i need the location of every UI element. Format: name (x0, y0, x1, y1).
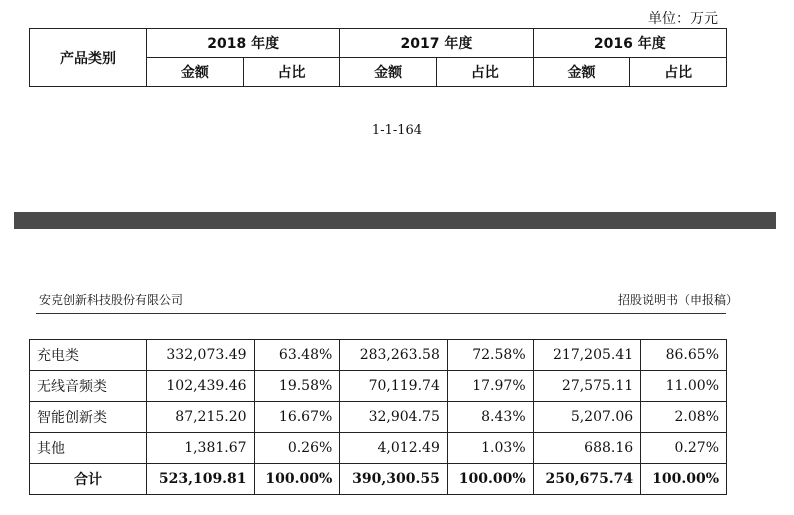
ratio-cell: 0.26% (254, 433, 340, 464)
year-header-2016: 2016 年度 (533, 29, 726, 58)
table-row (30, 433, 727, 464)
amount-cell: 70,119.74 (340, 371, 448, 402)
ratio-cell: 8.43% (447, 402, 533, 433)
table-row (30, 371, 727, 402)
ratio-cell: 86.65% (641, 340, 727, 371)
table-header (29, 28, 727, 87)
category-cell: 其他 (30, 433, 147, 464)
document-title: 招股说明书（申报稿） (617, 293, 738, 307)
amount-header: 金额 (340, 58, 437, 87)
company-name: 安克创新科技股份有限公司 (39, 293, 184, 307)
ratio-header: 占比 (630, 58, 727, 87)
ratio-cell: 100.00% (254, 464, 340, 495)
ratio-header: 占比 (436, 58, 533, 87)
year-header-2018: 2018 年度 (147, 29, 340, 58)
header-rule (36, 313, 726, 314)
table-row (30, 402, 727, 433)
amount-cell: 102,439.46 (147, 371, 255, 402)
amount-cell: 217,205.41 (533, 340, 641, 371)
amount-cell: 523,109.81 (147, 464, 255, 495)
page-divider (14, 212, 776, 229)
amount-cell: 390,300.55 (340, 464, 448, 495)
amount-header: 金额 (533, 58, 630, 87)
ratio-header: 占比 (243, 58, 340, 87)
total-row (30, 464, 727, 495)
ratio-cell: 1.03% (447, 433, 533, 464)
ratio-cell: 19.58% (254, 371, 340, 402)
page-number: 1-1-164 (371, 123, 423, 138)
ratio-cell: 100.00% (641, 464, 727, 495)
amount-cell: 688.16 (533, 433, 641, 464)
category-cell: 智能创新类 (30, 402, 147, 433)
category-cell: 合计 (30, 464, 147, 495)
ratio-cell: 11.00% (641, 371, 727, 402)
ratio-cell: 17.97% (447, 371, 533, 402)
ratio-cell: 100.00% (447, 464, 533, 495)
amount-cell: 32,904.75 (340, 402, 448, 433)
amount-cell: 250,675.74 (533, 464, 641, 495)
year-header-2017: 2017 年度 (340, 29, 533, 58)
ratio-cell: 63.48% (254, 340, 340, 371)
category-cell: 无线音频类 (30, 371, 147, 402)
ratio-cell: 72.58% (447, 340, 533, 371)
amount-cell: 1,381.67 (147, 433, 255, 464)
amount-cell: 283,263.58 (340, 340, 448, 371)
amount-cell: 4,012.49 (340, 433, 448, 464)
amount-cell: 27,575.11 (533, 371, 641, 402)
revenue-table (29, 339, 727, 495)
ratio-cell: 16.67% (254, 402, 340, 433)
ratio-cell: 2.08% (641, 402, 727, 433)
category-cell: 充电类 (30, 340, 147, 371)
unit-label: 单位：万元 (648, 11, 718, 27)
ratio-cell: 0.27% (641, 433, 727, 464)
amount-cell: 87,215.20 (147, 402, 255, 433)
amount-header: 金额 (147, 58, 244, 87)
table-row (30, 340, 727, 371)
category-header: 产品类别 (30, 29, 147, 87)
amount-cell: 332,073.49 (147, 340, 255, 371)
amount-cell: 5,207.06 (533, 402, 641, 433)
